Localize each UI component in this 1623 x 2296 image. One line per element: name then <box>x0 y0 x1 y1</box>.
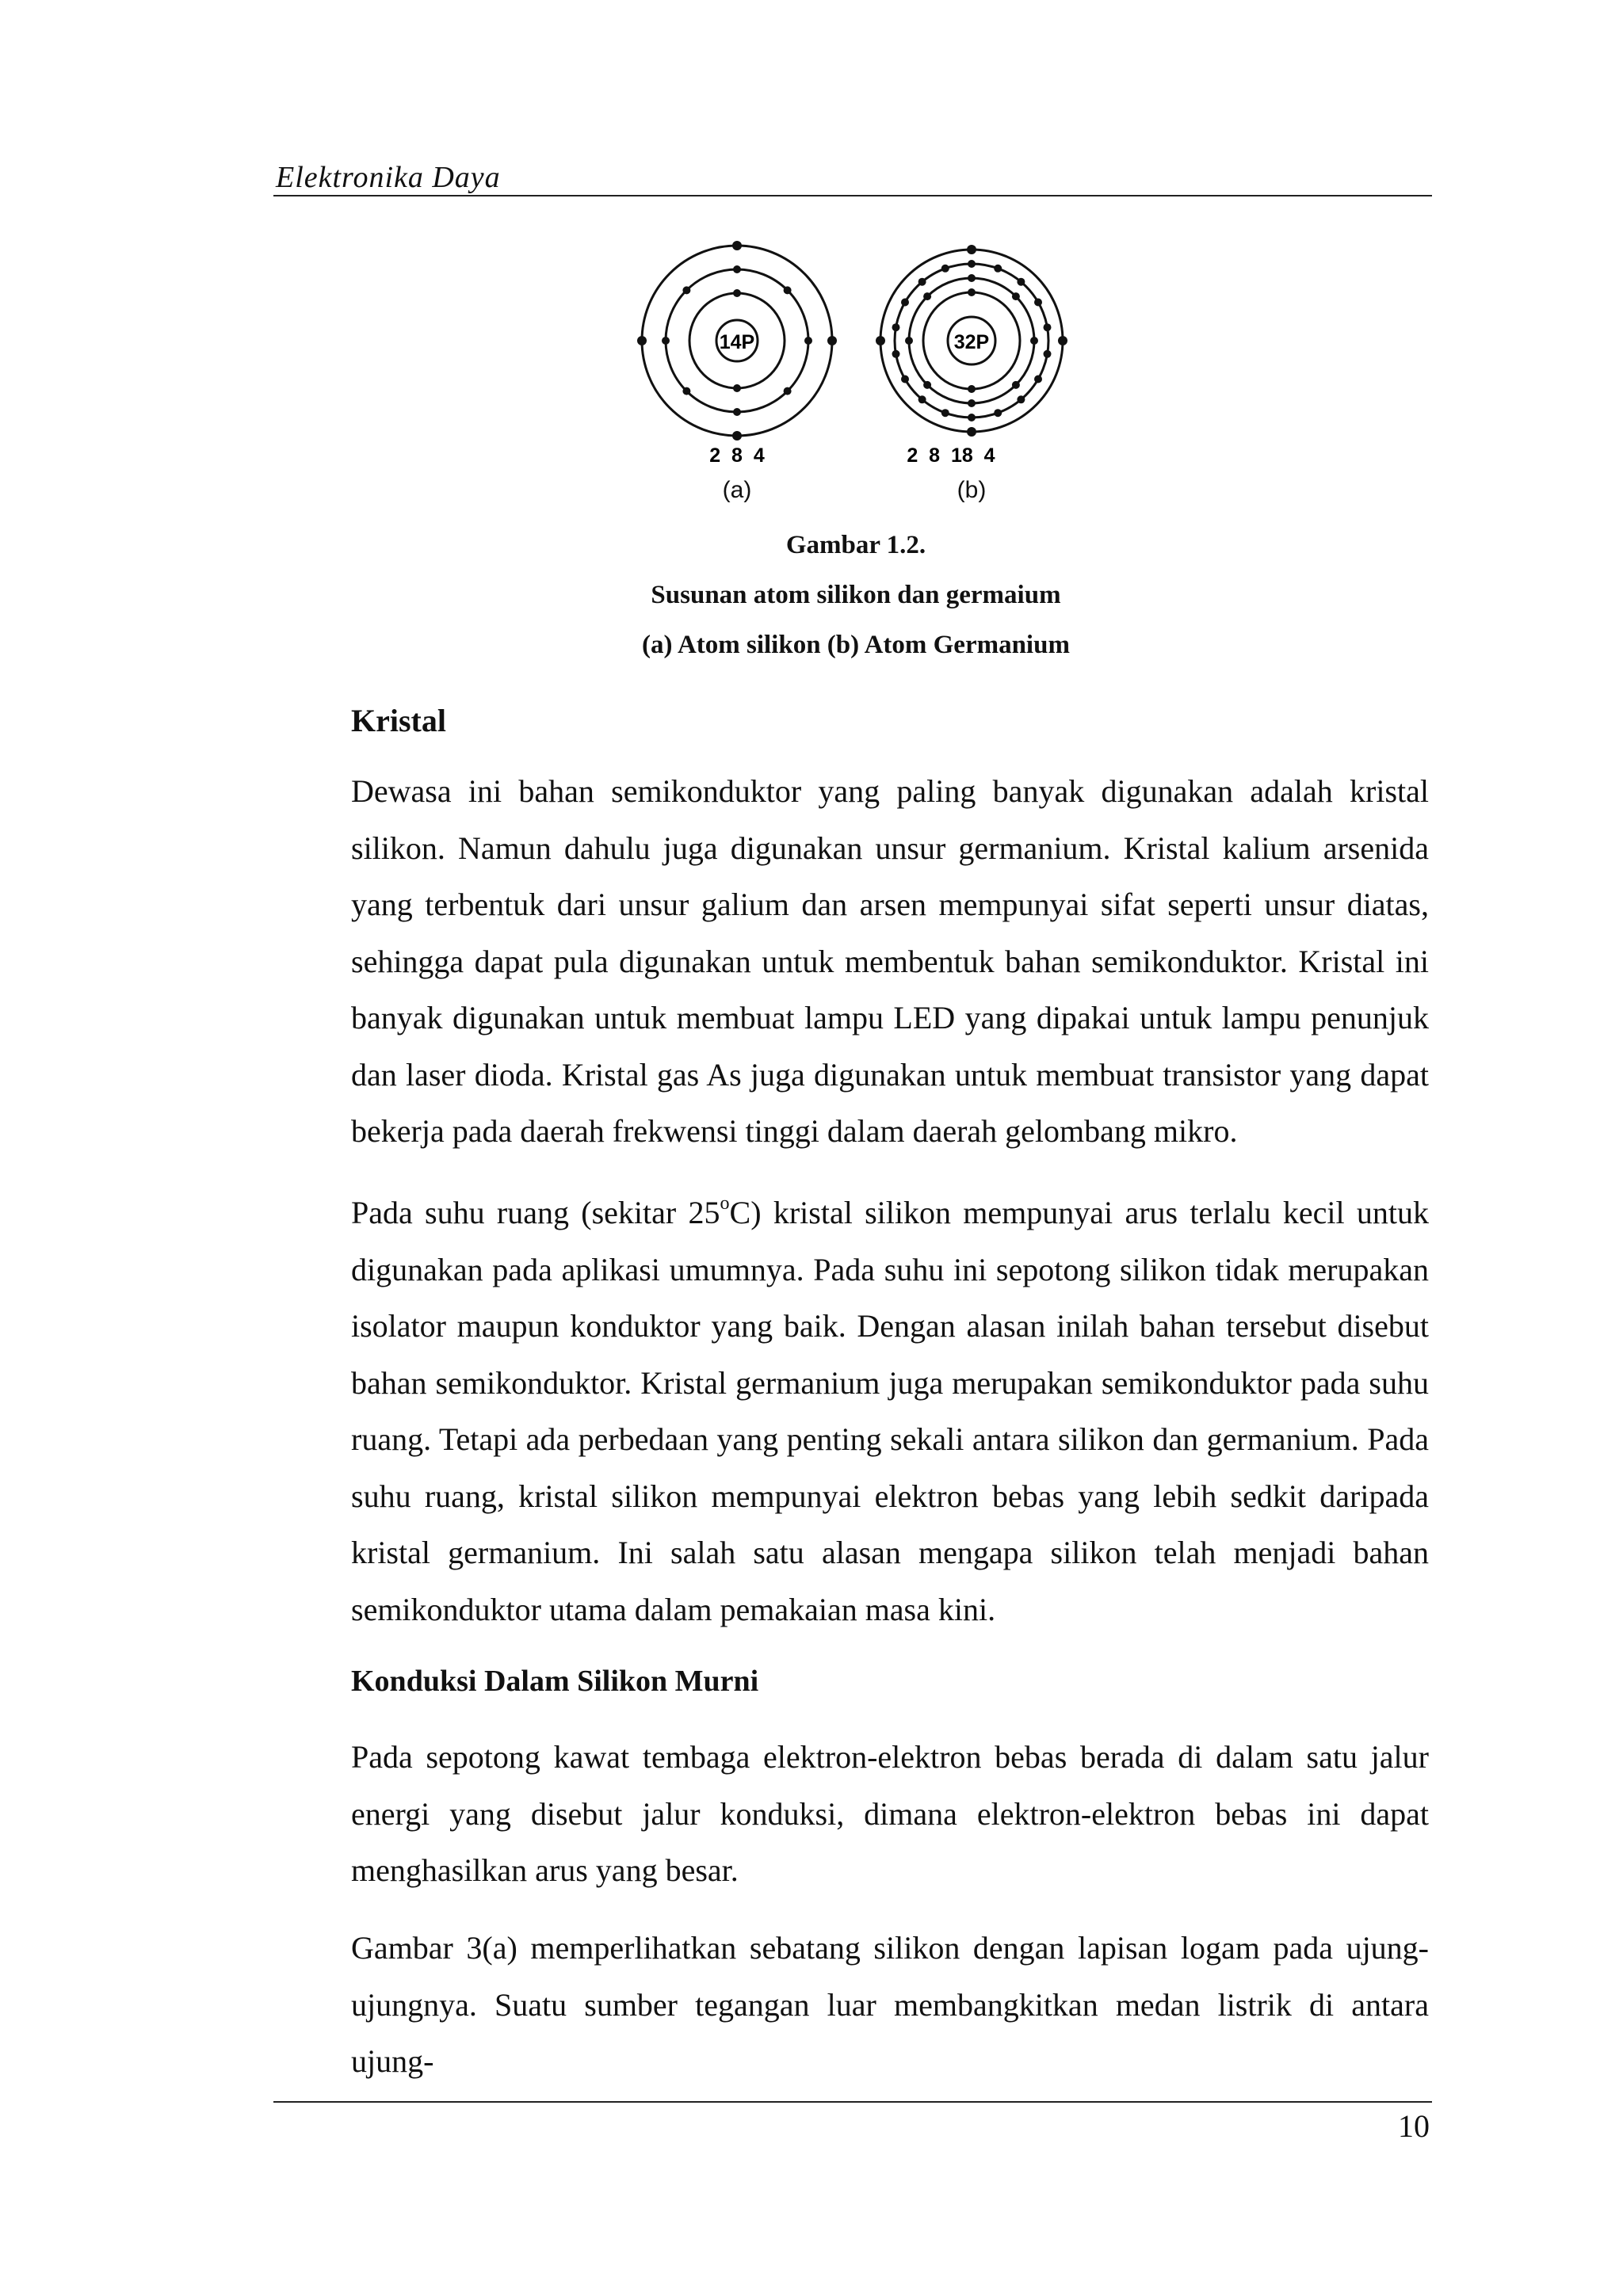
paragraph-konduksi-1: Pada sepotong kawat tembaga elektron-elektron bebas berada di dalam satu jalur energi yang disebut jalur konduksi, dimana elektron-elektron bebas ini dapat menghasilkan arus yang besar. <box>351 1739 1429 1888</box>
electron-dot <box>1034 299 1042 307</box>
electron-dot <box>968 274 976 282</box>
silicon-nucleus-label: 14P <box>719 331 755 353</box>
electron-dot <box>923 381 931 389</box>
figure-caption-subtitle: (a) Atom silikon (b) Atom Germanium <box>642 631 1070 659</box>
electron-dot <box>804 337 812 345</box>
electron-dot <box>1012 292 1020 300</box>
electron-dot <box>827 336 837 345</box>
paragraph-kristal-2 <box>351 1184 1429 1638</box>
electron-dot <box>967 427 976 437</box>
electron-dot <box>733 289 741 297</box>
section-heading-kristal: Kristal <box>351 703 446 738</box>
electron-dot <box>892 350 900 358</box>
electron-dot <box>892 323 900 331</box>
electron-dot <box>967 245 976 254</box>
silicon-shell-counts: 2 8 4 <box>709 444 765 467</box>
electron-dot <box>682 286 690 294</box>
figure-caption-title: Susunan atom silikon dan germaium <box>651 581 1061 609</box>
degree-superscript: o <box>720 1192 730 1214</box>
electron-dot <box>733 408 741 416</box>
germanium-shell-counts: 2 8 18 4 <box>907 444 995 467</box>
electron-dot <box>682 387 690 395</box>
electron-dot <box>876 336 885 345</box>
electron-dot <box>968 260 976 268</box>
footer-rule <box>273 2101 1432 2103</box>
electron-dot <box>662 337 670 345</box>
paragraph-konduksi-2: Gambar 3(a) memperlihatkan sebatang silikon dengan lapisan logam pada ujung-ujungnya. Suatu sumber tegangan luar membangkitkan medan listrik di antara ujung- <box>351 1930 1429 2079</box>
paragraph-kristal-1: Dewasa ini bahan semikonduktor yang paling banyak digunakan adalah kristal silikon. Namun dahulu juga digunakan unsur germanium. Kristal kalium arsenida yang terbentuk dari unsur galium dan arsen mempunyai sifat seperti unsur diatas, sehingga dapat pula digunakan untuk membentuk bahan semikonduktor. Kristal ini banyak digunakan untuk membuat lampu LED yang dipakai untuk lampu penunjuk dan laser dioda. Kristal gas As juga digunakan untuk membuat transistor yang dapat bekerja pada daerah frekwensi tinggi dalam daerah gelombang mikro. <box>351 773 1429 1149</box>
figure-number: Gambar 1.2. <box>785 531 926 559</box>
electron-dot <box>733 265 741 273</box>
atom-diagram <box>618 238 1078 475</box>
electron-dot <box>918 278 926 286</box>
electron-dot <box>1017 278 1025 286</box>
running-header: Elektronika Daya <box>276 161 501 194</box>
electron-dot <box>732 431 742 441</box>
electron-dot <box>968 288 976 296</box>
electron-dot <box>1044 323 1052 331</box>
electron-dot <box>1012 381 1020 389</box>
electron-dot <box>637 336 647 345</box>
electron-dot <box>733 384 741 392</box>
header-rule <box>273 195 1432 196</box>
electron-dot <box>784 286 792 294</box>
electron-dot <box>941 265 949 273</box>
germanium-nucleus-label: 32P <box>953 331 990 353</box>
electron-dot <box>901 299 909 307</box>
electron-dot <box>918 395 926 403</box>
electron-dot <box>994 265 1002 273</box>
electron-dot <box>1030 337 1038 345</box>
electron-dot <box>968 399 976 407</box>
electron-dot <box>901 376 909 383</box>
electron-dot <box>1017 395 1025 403</box>
electron-dot <box>968 385 976 393</box>
figure-label-a: (a) <box>722 477 752 503</box>
electron-dot <box>941 409 949 417</box>
electron-dot <box>923 292 931 300</box>
paragraph-kristal-2-text-b: C) kristal silikon mempunyai arus terlalu kecil untuk digunakan pada aplikasi umumnya. Pada suhu ini sepotong silikon tidak merupakan isolator maupun konduktor yang baik. Dengan alasan inilah bahan tersebut disebut bahan semikonduktor. Kristal germanium juga merupakan semikonduktor pada suhu ruang. Tetapi ada perbedaan yang penting sekali antara silikon dan germanium. Pada suhu ruang, kristal silikon mempunyai elektron bebas yang lebih sedkit daripada kristal germanium. Ini salah satu alasan mengapa silikon telah menjadi bahan semikonduktor utama dalam pemakaian masa kini. <box>351 1195 1429 1627</box>
electron-dot <box>994 409 1002 417</box>
electron-dot <box>905 337 913 345</box>
electron-dot <box>1058 336 1067 345</box>
electron-dot <box>784 387 792 395</box>
page-number: 10 <box>1398 2108 1430 2144</box>
electron-dot <box>732 241 742 250</box>
figure-label-b: (b) <box>957 477 987 503</box>
electron-dot <box>1044 350 1052 358</box>
paragraph-kristal-2-text-a: Pada suhu ruang (sekitar 25 <box>351 1195 720 1230</box>
electron-dot <box>968 414 976 421</box>
section-heading-konduksi: Konduksi Dalam Silikon Murni <box>351 1665 759 1698</box>
electron-dot <box>1034 376 1042 383</box>
